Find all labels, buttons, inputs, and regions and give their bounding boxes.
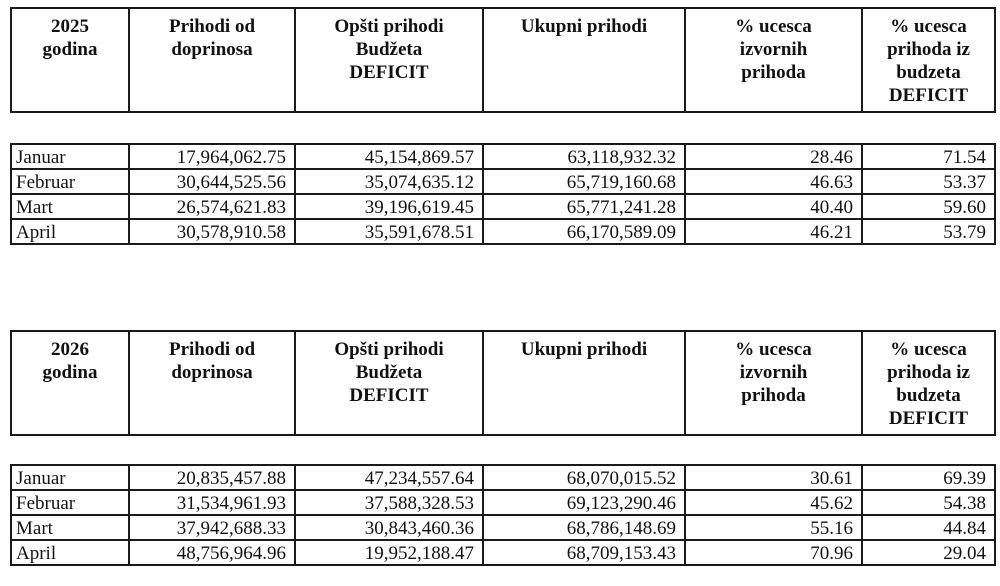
header-text: Budžeta — [355, 362, 423, 383]
header-text: izvornih — [739, 39, 808, 60]
header-year-value: 2025 — [51, 16, 89, 37]
header-ukupni-prihodi — [483, 331, 685, 435]
header-text: budzeta — [896, 385, 961, 406]
ukupni-prihodi-cell: 65,771,241.28 — [483, 194, 685, 219]
month-cell: Mart — [11, 515, 129, 540]
header-text: DEFICIT — [349, 62, 429, 83]
ucesce-izvornih-cell: 40.40 — [685, 194, 862, 219]
prihodi-od-doprinosa-cell: 31,534,961.93 — [129, 490, 295, 515]
header-text: % ucesca — [890, 16, 967, 37]
ucesce-budzeta-cell: 53.79 — [862, 219, 995, 244]
ukupni-prihodi-cell: 69,123,290.46 — [483, 490, 685, 515]
header-text: Opšti prihodi — [334, 339, 444, 360]
header-text: Prihodi od — [168, 339, 256, 360]
header-text: % ucesca — [735, 16, 812, 37]
opsti-prihodi-cell: 35,074,635.12 — [295, 169, 483, 194]
header-ucesce-prihoda-iz-budzeta — [862, 331, 995, 435]
ucesce-budzeta-cell: 59.60 — [862, 194, 995, 219]
month-cell: Februar — [11, 490, 129, 515]
ukupni-prihodi-cell: 68,070,015.52 — [483, 465, 685, 490]
header-ukupni-prihodi — [483, 8, 685, 112]
ukupni-prihodi-cell: 63,118,932.32 — [483, 144, 685, 169]
header-text: DEFICIT — [888, 85, 969, 106]
ucesce-izvornih-cell: 46.21 — [685, 219, 862, 244]
header-ucesce-prihoda-iz-budzeta — [862, 8, 995, 112]
header-opsti-prihodi-budzeta — [295, 331, 483, 435]
month-cell: April — [11, 540, 129, 565]
header-year-label: godina — [42, 39, 98, 60]
header-ucesce-izvornih-prihoda — [685, 331, 862, 435]
header-row — [11, 8, 995, 112]
header-prihodi-od-doprinosa — [129, 8, 295, 112]
opsti-prihodi-cell: 37,588,328.53 — [295, 490, 483, 515]
ukupni-prihodi-cell: 65,719,160.68 — [483, 169, 685, 194]
prihodi-od-doprinosa-cell: 37,942,688.33 — [129, 515, 295, 540]
header-opsti-prihodi-budzeta — [295, 8, 483, 112]
month-cell: Februar — [11, 169, 129, 194]
header-table-2026 — [10, 330, 996, 436]
ucesce-izvornih-cell: 70.96 — [685, 540, 862, 565]
header-text: % ucesca — [735, 339, 812, 360]
month-cell: Januar — [11, 144, 129, 169]
prihodi-od-doprinosa-cell: 30,578,910.58 — [129, 219, 295, 244]
ucesce-budzeta-cell: 71.54 — [862, 144, 995, 169]
header-text: prihoda iz — [887, 39, 970, 60]
prihodi-od-doprinosa-cell: 20,835,457.88 — [129, 465, 295, 490]
ucesce-izvornih-cell: 45.62 — [685, 490, 862, 515]
opsti-prihodi-cell: 39,196,619.45 — [295, 194, 483, 219]
header-text: prihoda iz — [887, 362, 970, 383]
table-row-februar — [11, 490, 995, 515]
ukupni-prihodi-cell: 68,786,148.69 — [483, 515, 685, 540]
ucesce-izvornih-cell: 30.61 — [685, 465, 862, 490]
header-text: Opšti prihodi — [334, 16, 444, 37]
ucesce-budzeta-cell: 29.04 — [862, 540, 995, 565]
header-text: DEFICIT — [888, 408, 969, 429]
month-cell: Januar — [11, 465, 129, 490]
header-year-2025 — [11, 8, 129, 112]
header-table-2025 — [10, 7, 996, 113]
header-year-value: 2026 — [51, 339, 89, 360]
table-row-april — [11, 540, 995, 565]
opsti-prihodi-cell: 35,591,678.51 — [295, 219, 483, 244]
opsti-prihodi-cell: 47,234,557.64 — [295, 465, 483, 490]
table-row-mart — [11, 194, 995, 219]
header-year-2026 — [11, 331, 129, 435]
prihodi-od-doprinosa-cell: 26,574,621.83 — [129, 194, 295, 219]
prihodi-od-doprinosa-cell: 30,644,525.56 — [129, 169, 295, 194]
table-row-januar — [11, 144, 995, 169]
header-text: DEFICIT — [349, 385, 429, 406]
ucesce-budzeta-cell: 44.84 — [862, 515, 995, 540]
header-text: doprinosa — [171, 362, 253, 383]
table-row-april — [11, 219, 995, 244]
ucesce-izvornih-cell: 46.63 — [685, 169, 862, 194]
opsti-prihodi-cell: 30,843,460.36 — [295, 515, 483, 540]
prihodi-od-doprinosa-cell: 17,964,062.75 — [129, 144, 295, 169]
ucesce-budzeta-cell: 69.39 — [862, 465, 995, 490]
header-text: Prihodi od — [168, 16, 256, 37]
ucesce-izvornih-cell: 28.46 — [685, 144, 862, 169]
header-prihodi-od-doprinosa — [129, 331, 295, 435]
data-table-2025 — [10, 143, 996, 245]
table-row-januar — [11, 465, 995, 490]
table-row-februar — [11, 169, 995, 194]
ukupni-prihodi-cell: 66,170,589.09 — [483, 219, 685, 244]
header-text: doprinosa — [171, 39, 253, 60]
header-text: budzeta — [896, 62, 961, 83]
header-text: Ukupni prihodi — [520, 339, 648, 360]
header-text: prihoda — [741, 62, 806, 83]
header-text: Ukupni prihodi — [520, 16, 648, 37]
opsti-prihodi-cell: 19,952,188.47 — [295, 540, 483, 565]
prihodi-od-doprinosa-cell: 48,756,964.96 — [129, 540, 295, 565]
header-ucesce-izvornih-prihoda — [685, 8, 862, 112]
opsti-prihodi-cell: 45,154,869.57 — [295, 144, 483, 169]
ucesce-budzeta-cell: 54.38 — [862, 490, 995, 515]
header-text: Budžeta — [355, 39, 423, 60]
header-text: % ucesca — [890, 339, 967, 360]
data-table-2026 — [10, 464, 996, 566]
header-text: prihoda — [741, 385, 806, 406]
month-cell: Mart — [11, 194, 129, 219]
ucesce-budzeta-cell: 53.37 — [862, 169, 995, 194]
header-year-label: godina — [42, 362, 98, 383]
table-row-mart — [11, 515, 995, 540]
header-row — [11, 331, 995, 435]
month-cell: April — [11, 219, 129, 244]
ucesce-izvornih-cell: 55.16 — [685, 515, 862, 540]
ukupni-prihodi-cell: 68,709,153.43 — [483, 540, 685, 565]
header-text: izvornih — [739, 362, 808, 383]
